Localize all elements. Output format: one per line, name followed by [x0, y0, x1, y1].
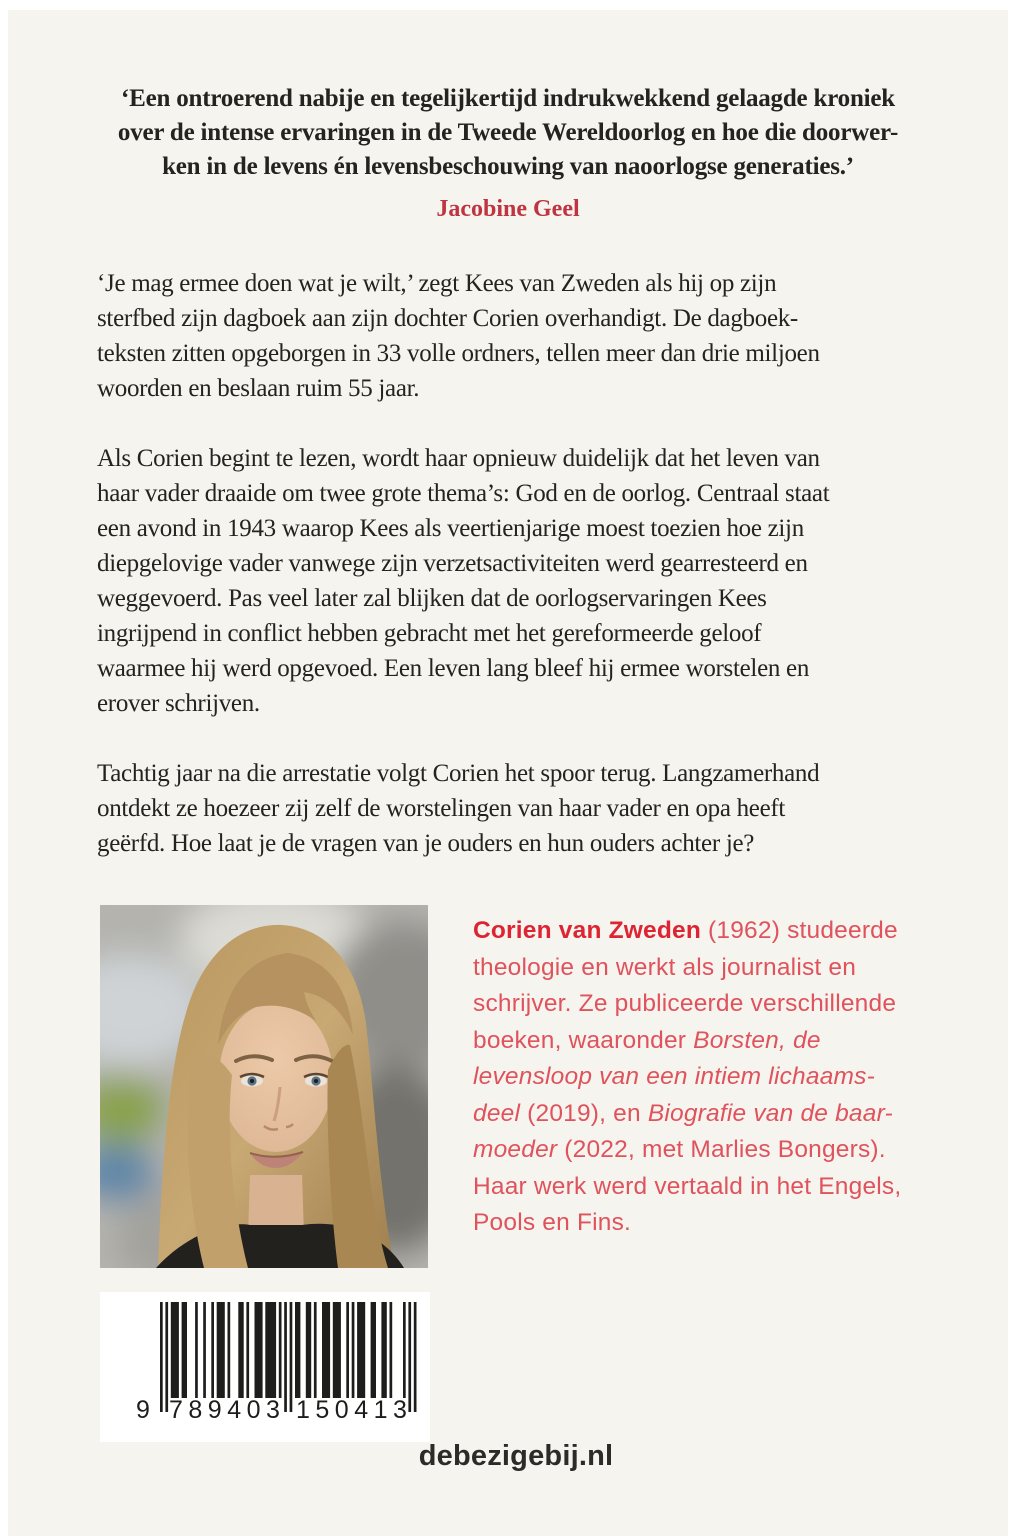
review-quote-block	[58, 82, 958, 223]
barcode-digits-group1: 789403	[169, 1396, 286, 1424]
author-photo	[100, 905, 428, 1268]
publisher-url: debezigebij.nl	[418, 1440, 614, 1472]
review-quote-attribution: Jacobine Geel	[436, 196, 580, 222]
synopsis	[97, 266, 977, 896]
barcode-digit-first: 9	[136, 1396, 150, 1424]
synopsis-paragraph-1: ‘Je mag ermee doen wat je wilt,’ zegt Kees van Zweden als hij op zijn sterfbed zijn dagboek aan zijn dochter Corien overhandigt. De dagboek- teksten zitten opgeborgen in 33 volle ordners, tellen meer dan drie miljoen woorden en beslaan ruim 55 jaar.	[97, 270, 820, 402]
barcode-digits-group2: 150413	[296, 1396, 413, 1424]
author-bio: Corien van Zweden (1962) studeerde theologie en werkt als journalist en schrijver. Ze publiceerde verschillende boeken, waaronder Borsten, de levensloop van een intiem lichaams- deel (2019), en Biografie van de baar- moeder (2022, met Marlies Bongers). Haar werk werd vertaald in het Engels, Pools en Fins.	[473, 917, 902, 1236]
synopsis-paragraph-2: Als Corien begint te lezen, wordt haar opnieuw duidelijk dat het leven van haar vader draaide om twee grote thema’s: God en de oorlog. Centraal staat een avond in 1943 waarop Kees als veertienjarige moest toezien hoe zijn diepgelovige vader vanwege zijn verzetsactiviteiten werd gearresteerd en weggevoerd. Pas veel later zal blijken dat de oorlogservaringen Kees ingrijpend in conflict hebben gebracht met het gereformeerde geloof waarmee hij werd opgevoed. Een leven lang bleef hij ermee worstelen en erover schrijven.	[97, 445, 830, 717]
synopsis-paragraph-3: Tachtig jaar na die arrestatie volgt Corien het spoor terug. Langzamerhand ontdekt ze hoezeer zij zelf de worstelingen van haar vader en opa heeft geërfd. Hoe laat je de vragen van je ouders en hun ouders achter je?	[97, 760, 820, 857]
barcode-panel	[100, 1292, 430, 1442]
book-back-cover	[8, 10, 1008, 1536]
review-quote-text: ‘Een ontroerend nabije en tegelijkertijd indrukwekkend gelaagde kroniek over de intense ervaringen in de Tweede Wereldoorlog en hoe die doorwer- ken in de levens én levensbeschouwing van naoorlogse generaties.’	[117, 85, 899, 180]
